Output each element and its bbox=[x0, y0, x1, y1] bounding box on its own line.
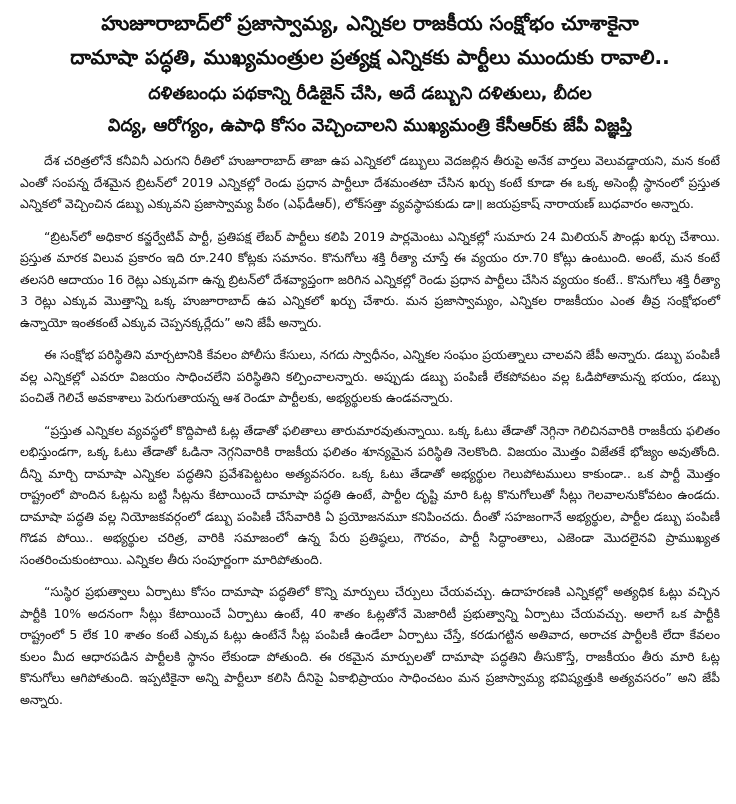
paragraph-2: “బ్రిటన్‌లో అధికార కన్జర్వేటివ్ పార్టీ, ప్రతిపక్ష లేబర్ పార్టీలు కలిపి 2019 పార్లమెంటు ఎన్నికల్లో సుమారు 24 మిలియన్ పౌండ్లు ఖర్చు చేశాయి. ప్రస్తుత మారక విలువ ప్రకారం ఇది రూ.240 కోట్లకు సమానం. కొనుగోలు శక్తి రీత్యా చూస్తే ఈ వ్యయం రూ.70 కోట్లు ఉంటుంది. అంటే, మన కంటే తలసరి ఆదాయం 16 రెట్లు ఎక్కువగా ఉన్న బ్రిటన్‌లో దేశవ్యాప్తంగా జరిగిన ఎన్నికల్లో రెండు ప్రధాన పార్టీలు చేసిన వ్యయం కంటే.. కొనుగోలు శక్తి రీత్యా 3 రెట్లు ఎక్కువ మొత్తాన్ని ఒక్క హుజూరాబాద్ ఉప ఎన్నికలో ఖర్చు చేశారు. మన ప్రజాస్వామ్యం, ఎన్నికల రాజకీయం ఎంత తీవ్ర సంక్షోభంలో ఉన్నాయో ఇంతకంటే ఎక్కువ చెప్పనక్కర్లేదు” అని జేపీ అన్నారు. bbox=[20, 228, 720, 330]
headline-line-1: హుజూరాబాద్‌లో ప్రజాస్వామ్య, ఎన్నికల రాజకీయ సంక్షోభం చూశాకైనా bbox=[101, 11, 639, 35]
paragraph-1: దేశ చరిత్రలోనే కనీవినీ ఎరుగని రీతిలో హుజూరాబాద్ తాజా ఉప ఎన్నికలో డబ్బులు వెదజల్లిన తీరుపై అనేక వార్తలు వెలువడ్డాయని, మన కంటే ఎంతో సంపన్న దేశమైన బ్రిటన్‌లో 2019 ఎన్నికల్లో రెండు ప్రధాన పార్టీలూ దేశమంతటా చేసిన ఖర్చు కంటే కూడా ఈ ఒక్క అసెంబ్లీ స్థానంలో ప్రస్తుత ఎన్నికలో వెచ్చించిన డబ్బు ఎక్కువని ప్రజాస్వామ్య పీఠం (ఎఫ్‌డీఆర్), లోక్‌సత్తా వ్యవస్థాపకుడు డా॥ జయప్రకాష్ నారాయణ్ బుధవారం అన్నారు. bbox=[20, 153, 720, 211]
paragraph-3: ఈ సంక్షోభ పరిస్థితిని మార్చటానికి కేవలం పోలీసు కేసులు, నగదు స్వాధీనం, ఎన్నికల సంఘం ప్రయత్నాలు చాలవని జేపీ అన్నారు. డబ్బు పంపిణీ వల్ల ఎన్నికల్లో ఎవరూ విజయం సాధించలేని పరిస్థితిని కల్పించాలన్నారు. అప్పుడు డబ్బు పంపిణీ లేకపోవటం వల్ల ఓడిపోతామన్న భయం, డబ్బు పంచితే గెలిచే అవకాశాలు పెరుగుతాయన్న ఆశ రెండూ పార్టీలకు, అభ్యర్థులకు ఉండవన్నారు. bbox=[20, 347, 720, 405]
paragraph-4: “ప్రస్తుత ఎన్నికల వ్యవస్థలో కొద్దిపాటి ఓట్ల తేడాతో ఫలితాలు తారుమారవుతున్నాయి. ఒక్క ఓటు తేడాతో నెగ్గినా గెలిచినవారికి రాజకీయ ఫలితం లభిస్తుండగా, ఒక్క ఓటు తేడాతో ఓడినా నెగ్గనివారికి రాజకీయ ఫలితం శూన్యమైన పరిస్థితి నెలకొంది. విజయం మొత్తం విజేతకే భోజ్యం అవుతోంది. దీన్ని మార్చి దామాషా ఎన్నికల పద్ధతిని ప్రవేశపెట్టటం అత్యవసరం. ఒక్క ఓటు తేడాతో అభ్యర్థుల గెలుపోటములు కాకుండా.. ఒక పార్టీ మొత్తం రాష్ట్రంలో పొందిన ఓట్లను బట్టి సీట్లను కేటాయించే దామాషా పద్ధతి ఉంటే, పార్టీల దృష్టి మారి ఓట్ల కొనుగోలుతో సీట్లు గెలవాలనుకోవటం ఉండదు. దామాషా పద్ధతి వల్ల నియోజకవర్గంలో డబ్బు పంపిణీ చేసేవారికి ఏ ప్రయోజనమూ కనిపించదు. దీంతో సహజంగానే అభ్యర్థుల, పార్టీల డబ్బు పంపిణీ గొడవ పోయి.. అభ్యర్థుల చరిత్ర, వారికి సమాజంలో ఉన్న పేరు ప్రతిష్ఠలు, గౌరవం, పార్టీ సిద్ధాంతాలు, ఎజెండా మొదలైనవి ప్రాముఖ్యత సంతరించుకుంటాయి. ఎన్నికల తీరు సంపూర్ణంగా మారిపోతుంది. bbox=[20, 422, 720, 567]
subheadline-line-1: దళితబంధు పథకాన్ని రీడిజైన్ చేసి, అదే డబ్బుని దళితులు, బీదల bbox=[148, 84, 592, 104]
subheadline-line-2: విద్య, ఆరోగ్యం, ఉపాధి కోసం వెచ్చించాలని ముఖ్యమంత్రి కేసీఆర్‌కు జేపీ విజ్ఞప్తి bbox=[107, 116, 633, 136]
headline-line-2: దామాషా పద్ధతి, ముఖ్యమంత్రుల ప్రత్యక్ష ఎన్నికకు పార్టీలు ముందుకు రావాలి.. bbox=[70, 45, 670, 69]
article-body bbox=[20, 150, 720, 710]
paragraph-5: “సుస్థిర ప్రభుత్వాలు ఏర్పాటు కోసం దామాషా పద్ధతిలో కొన్ని మార్పులు చేర్పులు చేయవచ్చు. ఉదాహరణకి ఎన్నికల్లో అత్యధిక ఓట్లు వచ్చిన పార్టీకి 10% అదనంగా సీట్లు కేటాయించే ఏర్పాటు ఉంటే, 40 శాతం ఓట్లతోనే మెజారిటీ ప్రభుత్వాన్ని ఏర్పాటు చేయవచ్చు. అలాగే ఒక పార్టీకి రాష్ట్రంలో 5 లేక 10 శాతం కంటే ఎక్కువ ఓట్లు ఉంటేనే సీట్ల పంపిణీ ఉండేలా ఏర్పాటు చేస్తే, కరడుగట్టిన అతివాద, అరాచక పార్టీలకి లేదా కేవలం కులం మీద ఆధారపడిన పార్టీలకి స్థానం లేకుండా పోతుంది. ఈ రకమైన మార్పులతో దామాషా పద్ధతిని తీసుకొస్తే, రాజకీయం తీరు మారి ఓట్ల కొనుగోలు ఆగిపోతుంది. ఇప్పటికైనా అన్ని పార్టీలూ కలిసి దీనిపై ఏకాభిప్రాయం సాధించటం మన ప్రజాస్వామ్య భవిష్యత్తుకి అత్యవసరం” అని జేపీ అన్నారు. bbox=[20, 584, 720, 707]
